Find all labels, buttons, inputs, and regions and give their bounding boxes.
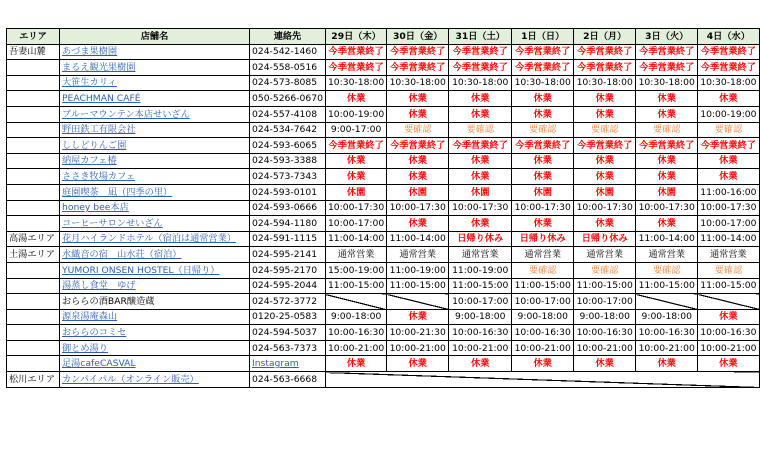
table-row bbox=[7, 262, 760, 278]
status-cell: 10:00-21:00 bbox=[574, 340, 636, 356]
status-cell: 休業 bbox=[325, 356, 386, 372]
status-cell: 10:00-16:30 bbox=[636, 325, 698, 341]
status-cell: 要確認 bbox=[512, 262, 574, 278]
table-row bbox=[7, 91, 760, 107]
contact-cell: 024-595-2044 bbox=[250, 278, 326, 294]
status-cell: 休業 bbox=[574, 91, 636, 107]
status-cell: 今季営業終了 bbox=[325, 44, 386, 60]
status-cell: 10:00-16:30 bbox=[325, 325, 386, 341]
status-cell: 10:00-16:30 bbox=[512, 325, 574, 341]
status-cell: 休業 bbox=[387, 153, 449, 169]
status-cell: 休業 bbox=[636, 169, 698, 185]
status-cell: 9:00-18:00 bbox=[636, 309, 698, 325]
header-row bbox=[7, 29, 760, 45]
area-cell bbox=[7, 153, 60, 169]
header-day: 31日（土） bbox=[449, 29, 512, 45]
status-cell: 10:00-16:30 bbox=[449, 325, 512, 341]
status-cell: 10:00-21:00 bbox=[325, 340, 386, 356]
status-cell: 休園 bbox=[512, 184, 574, 200]
status-cell: 要確認 bbox=[574, 262, 636, 278]
status-cell: 休園 bbox=[325, 184, 386, 200]
table-row bbox=[7, 356, 760, 372]
header-shop: 店舗名 bbox=[60, 29, 250, 45]
status-cell: 10:00-19:00 bbox=[698, 106, 759, 122]
shop-link[interactable]: 水織音の宿 山水荘（宿泊） bbox=[62, 249, 182, 260]
no-data-cell bbox=[698, 294, 759, 310]
status-cell: 今季営業終了 bbox=[574, 60, 636, 76]
status-cell: 要確認 bbox=[512, 122, 574, 138]
status-cell: 今季営業終了 bbox=[512, 60, 574, 76]
shop-cell bbox=[60, 138, 250, 154]
status-cell: 休業 bbox=[387, 356, 449, 372]
status-cell: 10:30-18:00 bbox=[512, 75, 574, 91]
status-cell: 休業 bbox=[698, 356, 759, 372]
status-cell: 休業 bbox=[636, 216, 698, 232]
status-cell: 休業 bbox=[449, 356, 512, 372]
status-cell: 日帰り休み bbox=[512, 231, 574, 247]
status-cell: 10:00-17:00 bbox=[325, 216, 386, 232]
contact-cell: 024-593-0101 bbox=[250, 184, 326, 200]
shop-link[interactable]: PEACHMAN CAFÉ bbox=[62, 93, 141, 105]
status-cell: 10:00-21:30 bbox=[387, 325, 449, 341]
shop-link[interactable]: ししどりんご園 bbox=[62, 139, 127, 151]
status-cell: 休業 bbox=[325, 169, 386, 185]
status-cell: 休業 bbox=[574, 356, 636, 372]
status-cell: 今季営業終了 bbox=[636, 44, 698, 60]
status-cell: 今季営業終了 bbox=[512, 44, 574, 60]
area-cell bbox=[7, 200, 60, 216]
area-cell bbox=[7, 340, 60, 356]
status-cell: 11:00-19:00 bbox=[387, 262, 449, 278]
header-day: 3日（火） bbox=[636, 29, 698, 45]
contact-cell: 024-591-1115 bbox=[250, 231, 326, 247]
status-cell: 休業 bbox=[512, 169, 574, 185]
status-cell: 要確認 bbox=[636, 122, 698, 138]
status-cell: 休業 bbox=[387, 216, 449, 232]
status-cell: 通常営業 bbox=[387, 247, 449, 263]
business-hours-table bbox=[6, 28, 760, 388]
shop-link[interactable]: カンパイパル（オンライン販売） bbox=[62, 373, 199, 385]
status-cell: 10:00-17:00 bbox=[449, 294, 512, 310]
status-cell: 今季営業終了 bbox=[387, 138, 449, 154]
table-row bbox=[7, 294, 760, 310]
shop-link[interactable]: 源泉湯庵森山 bbox=[62, 311, 118, 323]
status-cell: 通常営業 bbox=[636, 247, 698, 263]
status-cell: 通常営業 bbox=[698, 247, 759, 263]
status-cell: 休園 bbox=[449, 184, 512, 200]
contact-cell: 024-558-0516 bbox=[250, 60, 326, 76]
shop-link[interactable]: honey bee本店 bbox=[62, 202, 129, 214]
contact-cell: 024-595-2141 bbox=[250, 247, 326, 263]
status-cell: 通常営業 bbox=[512, 247, 574, 263]
status-cell: 11:00-15:00 bbox=[636, 278, 698, 294]
shop-cell bbox=[60, 106, 250, 122]
status-cell: 10:30-18:00 bbox=[449, 75, 512, 91]
contact-cell: 024-595-2170 bbox=[250, 262, 326, 278]
contact-cell: 024-593-0666 bbox=[250, 200, 326, 216]
status-cell: 10:00-17:30 bbox=[512, 200, 574, 216]
contact-cell bbox=[250, 356, 326, 372]
status-cell: 10:00-17:00 bbox=[512, 294, 574, 310]
status-cell: 休業 bbox=[636, 356, 698, 372]
status-cell: 今季営業終了 bbox=[698, 44, 759, 60]
header-area: エリア bbox=[7, 29, 60, 45]
area-cell: 松川エリア bbox=[7, 372, 60, 388]
contact-cell: 024-563-7373 bbox=[250, 340, 326, 356]
status-cell: 10:00-17:30 bbox=[387, 200, 449, 216]
table-row bbox=[7, 231, 760, 247]
shop-link[interactable]: おららの酒BAR醸造蔵 bbox=[62, 295, 155, 307]
status-cell: 10:30-18:00 bbox=[636, 75, 698, 91]
status-cell: 今季営業終了 bbox=[574, 44, 636, 60]
status-cell: 通常営業 bbox=[325, 247, 386, 263]
status-cell: 9:00-18:00 bbox=[574, 309, 636, 325]
area-cell bbox=[7, 169, 60, 185]
shop-cell bbox=[60, 153, 250, 169]
status-cell: 休園 bbox=[387, 184, 449, 200]
status-cell: 休業 bbox=[512, 356, 574, 372]
status-cell: 11:00-14:00 bbox=[325, 231, 386, 247]
status-cell: 休業 bbox=[512, 106, 574, 122]
status-cell: 通常営業 bbox=[574, 247, 636, 263]
status-cell: 10:00-17:00 bbox=[574, 294, 636, 310]
status-cell: 今季営業終了 bbox=[636, 60, 698, 76]
status-cell: 休業 bbox=[698, 153, 759, 169]
status-cell: 10:00-21:00 bbox=[698, 340, 759, 356]
area-cell bbox=[7, 60, 60, 76]
status-cell: 9:00-17:00 bbox=[325, 122, 386, 138]
status-cell: 10:00-16:30 bbox=[574, 325, 636, 341]
shop-cell bbox=[60, 200, 250, 216]
shop-cell bbox=[60, 247, 250, 263]
status-cell: 休業 bbox=[325, 153, 386, 169]
table-row bbox=[7, 44, 760, 60]
status-cell: 10:00-17:30 bbox=[449, 200, 512, 216]
status-cell: 11:00-15:00 bbox=[512, 278, 574, 294]
status-cell: 15:00-19:00 bbox=[325, 262, 386, 278]
status-cell: 10:30-18:00 bbox=[574, 75, 636, 91]
header-day: 4日（水） bbox=[698, 29, 759, 45]
status-cell: 今季営業終了 bbox=[449, 44, 512, 60]
area-cell bbox=[7, 91, 60, 107]
area-cell bbox=[7, 356, 60, 372]
status-cell: 10:00-21:00 bbox=[449, 340, 512, 356]
shop-link[interactable]: 大笹生カリィ bbox=[62, 77, 117, 89]
table-row bbox=[7, 340, 760, 356]
table-row bbox=[7, 75, 760, 91]
area-cell: 高湯エリア bbox=[7, 231, 60, 247]
shop-cell bbox=[60, 325, 250, 341]
status-cell: 休業 bbox=[449, 91, 512, 107]
shop-cell bbox=[60, 75, 250, 91]
status-cell: 9:00-18:00 bbox=[325, 309, 386, 325]
area-cell bbox=[7, 325, 60, 341]
status-cell: 休業 bbox=[574, 106, 636, 122]
status-cell: 休業 bbox=[387, 309, 449, 325]
area-cell bbox=[7, 216, 60, 232]
status-cell: 日帰り休み bbox=[574, 231, 636, 247]
status-cell: 10:00-21:00 bbox=[636, 340, 698, 356]
contact-cell: 024-593-6065 bbox=[250, 138, 326, 154]
shop-cell bbox=[60, 278, 250, 294]
status-cell: 休業 bbox=[449, 106, 512, 122]
status-cell: 休業 bbox=[698, 91, 759, 107]
contact-cell: 024-542-1460 bbox=[250, 44, 326, 60]
area-cell: 吾妻山麓 bbox=[7, 44, 60, 60]
header-day: 2日（月） bbox=[574, 29, 636, 45]
table-row bbox=[7, 60, 760, 76]
contact-cell: 024-557-4108 bbox=[250, 106, 326, 122]
no-data-cell bbox=[325, 372, 759, 388]
table-row bbox=[7, 309, 760, 325]
status-cell: 10:30-18:00 bbox=[698, 75, 759, 91]
no-data-cell bbox=[387, 294, 449, 310]
status-cell: 10:00-19:00 bbox=[325, 106, 386, 122]
status-cell: 今季営業終了 bbox=[325, 60, 386, 76]
shop-cell bbox=[60, 340, 250, 356]
area-cell bbox=[7, 106, 60, 122]
status-cell: 休業 bbox=[698, 309, 759, 325]
header-day: 30日（金） bbox=[387, 29, 449, 45]
table-row bbox=[7, 372, 760, 388]
status-cell: 休業 bbox=[698, 169, 759, 185]
shop-cell bbox=[60, 44, 250, 60]
status-cell: 今季営業終了 bbox=[449, 60, 512, 76]
status-cell: 休業 bbox=[449, 216, 512, 232]
status-cell: 11:00-14:00 bbox=[636, 231, 698, 247]
status-cell: 休業 bbox=[449, 169, 512, 185]
status-cell: 11:00-19:00 bbox=[449, 262, 512, 278]
contact-cell: 050-5266-0670 bbox=[250, 91, 326, 107]
status-cell: 10:00-17:30 bbox=[325, 200, 386, 216]
area-cell bbox=[7, 122, 60, 138]
status-cell: 休業 bbox=[636, 106, 698, 122]
status-cell: 要確認 bbox=[574, 122, 636, 138]
status-cell: 要確認 bbox=[636, 262, 698, 278]
status-cell: 休業 bbox=[387, 169, 449, 185]
shop-link[interactable]: ささき牧場カフェ bbox=[62, 171, 136, 183]
status-cell: 9:00-18:00 bbox=[512, 309, 574, 325]
status-cell: 休業 bbox=[574, 153, 636, 169]
shop-link[interactable]: 納屋カフェ椿 bbox=[62, 155, 117, 167]
no-data-cell bbox=[636, 294, 698, 310]
status-cell: 10:00-17:30 bbox=[698, 200, 759, 216]
status-cell: 10:00-21:00 bbox=[512, 340, 574, 356]
area-cell bbox=[7, 309, 60, 325]
area-cell bbox=[7, 75, 60, 91]
status-cell: 休業 bbox=[387, 91, 449, 107]
shop-link[interactable]: 足湯cafeCASVAL bbox=[62, 358, 136, 370]
shop-link[interactable]: YUMORI ONSEN HOSTEL（日帰り） bbox=[62, 264, 220, 276]
table-row bbox=[7, 138, 760, 154]
status-cell: 通常営業 bbox=[449, 247, 512, 263]
shop-link[interactable]: 花月ハイランドホテル（宿泊は通常営業） bbox=[62, 233, 237, 245]
status-cell: 休業 bbox=[512, 153, 574, 169]
status-cell: 休業 bbox=[325, 91, 386, 107]
shop-cell bbox=[60, 122, 250, 138]
shop-link[interactable]: あづま果樹園 bbox=[62, 46, 118, 58]
status-cell: 休業 bbox=[574, 216, 636, 232]
area-cell: 土湯エリア bbox=[7, 247, 60, 263]
status-cell: 11:00-15:00 bbox=[574, 278, 636, 294]
area-cell bbox=[7, 294, 60, 310]
area-cell bbox=[7, 262, 60, 278]
status-cell: 休業 bbox=[512, 216, 574, 232]
contact-cell: 0120-25-0583 bbox=[250, 309, 326, 325]
status-cell: 休園 bbox=[636, 184, 698, 200]
shop-cell bbox=[60, 91, 250, 107]
status-cell: 今季営業終了 bbox=[387, 44, 449, 60]
status-cell: 休業 bbox=[512, 91, 574, 107]
shop-cell bbox=[60, 169, 250, 185]
status-cell: 要確認 bbox=[449, 122, 512, 138]
table-row bbox=[7, 200, 760, 216]
table-row bbox=[7, 325, 760, 341]
shop-link[interactable]: 庭園喫茶 凪（四季の里） bbox=[62, 186, 173, 198]
shop-cell bbox=[60, 184, 250, 200]
shop-cell bbox=[60, 216, 250, 232]
status-cell: 今季営業終了 bbox=[698, 138, 759, 154]
status-cell: 今季営業終了 bbox=[636, 138, 698, 154]
contact-cell: 024-534-7642 bbox=[250, 122, 326, 138]
status-cell: 11:00-15:00 bbox=[698, 278, 759, 294]
header-contact: 連絡先 bbox=[250, 29, 326, 45]
status-cell: 10:30-18:00 bbox=[325, 75, 386, 91]
status-cell: 11:00-15:00 bbox=[387, 278, 449, 294]
shop-link[interactable]: 湯蒸し食堂 ゆげ bbox=[62, 280, 136, 292]
status-cell: 11:00-14:00 bbox=[387, 231, 449, 247]
table-row bbox=[7, 153, 760, 169]
area-cell bbox=[7, 278, 60, 294]
status-cell: 今季営業終了 bbox=[387, 60, 449, 76]
status-cell: 11:00-15:00 bbox=[449, 278, 512, 294]
area-cell bbox=[7, 184, 60, 200]
status-cell: 今季営業終了 bbox=[574, 138, 636, 154]
shop-cell bbox=[60, 356, 250, 372]
status-cell: 休業 bbox=[449, 153, 512, 169]
status-cell: 今季営業終了 bbox=[449, 138, 512, 154]
status-cell: 休業 bbox=[636, 91, 698, 107]
shop-cell bbox=[60, 372, 250, 388]
shop-cell bbox=[60, 294, 250, 310]
status-cell: 要確認 bbox=[698, 122, 759, 138]
status-cell: 10:00-16:30 bbox=[698, 325, 759, 341]
status-cell: 休業 bbox=[574, 169, 636, 185]
status-cell: 10:30-18:00 bbox=[387, 75, 449, 91]
status-cell: 11:00-16:00 bbox=[698, 184, 759, 200]
table-row bbox=[7, 122, 760, 138]
status-cell: 11:00-14:00 bbox=[698, 231, 759, 247]
header-day: 1日（日） bbox=[512, 29, 574, 45]
table-row bbox=[7, 216, 760, 232]
shop-cell bbox=[60, 309, 250, 325]
no-data-cell bbox=[325, 294, 386, 310]
shop-link[interactable]: ブルーマウンテン本店せいざん bbox=[62, 108, 190, 120]
status-cell: 今季営業終了 bbox=[698, 60, 759, 76]
contact-cell: 024-572-3772 bbox=[250, 294, 326, 310]
shop-link[interactable]: まるえ観光果樹園 bbox=[62, 61, 136, 73]
contact-cell: 024-573-7343 bbox=[250, 169, 326, 185]
shop-cell bbox=[60, 231, 250, 247]
table-row bbox=[7, 247, 760, 263]
contact-cell: 024-573-8085 bbox=[250, 75, 326, 91]
table-row bbox=[7, 278, 760, 294]
status-cell: 今季営業終了 bbox=[512, 138, 574, 154]
area-cell bbox=[7, 138, 60, 154]
shop-link[interactable]: 御とめ湯り bbox=[62, 342, 108, 354]
status-cell: 10:00-17:30 bbox=[636, 200, 698, 216]
shop-link[interactable]: 野田鉄工有限会社 bbox=[62, 124, 136, 136]
shop-cell bbox=[60, 262, 250, 278]
status-cell: 要確認 bbox=[387, 122, 449, 138]
contact-cell: 024-594-1180 bbox=[250, 216, 326, 232]
table-row bbox=[7, 106, 760, 122]
status-cell: 休園 bbox=[574, 184, 636, 200]
shop-cell bbox=[60, 60, 250, 76]
status-cell: 10:00-21:00 bbox=[387, 340, 449, 356]
status-cell: 要確認 bbox=[698, 262, 759, 278]
header-day: 29日（木） bbox=[325, 29, 386, 45]
status-cell: 休業 bbox=[636, 153, 698, 169]
status-cell: 10:00-17:30 bbox=[574, 200, 636, 216]
status-cell: 今季営業終了 bbox=[325, 138, 386, 154]
table-row bbox=[7, 169, 760, 185]
instagram-link[interactable]: Instagram bbox=[252, 358, 299, 370]
contact-cell: 024-593-3388 bbox=[250, 153, 326, 169]
table-row bbox=[7, 184, 760, 200]
contact-cell: 024-563-6668 bbox=[250, 372, 326, 388]
shop-link[interactable]: コーヒーサロンせいざん bbox=[62, 217, 163, 229]
status-cell: 9:00-18:00 bbox=[449, 309, 512, 325]
contact-cell: 024-594-5037 bbox=[250, 325, 326, 341]
status-cell: 10:00-17:00 bbox=[698, 216, 759, 232]
status-cell: 11:00-15:00 bbox=[325, 278, 386, 294]
status-cell: 休業 bbox=[387, 106, 449, 122]
status-cell: 日帰り休み bbox=[449, 231, 512, 247]
shop-link[interactable]: おららのコミセ bbox=[62, 326, 127, 338]
